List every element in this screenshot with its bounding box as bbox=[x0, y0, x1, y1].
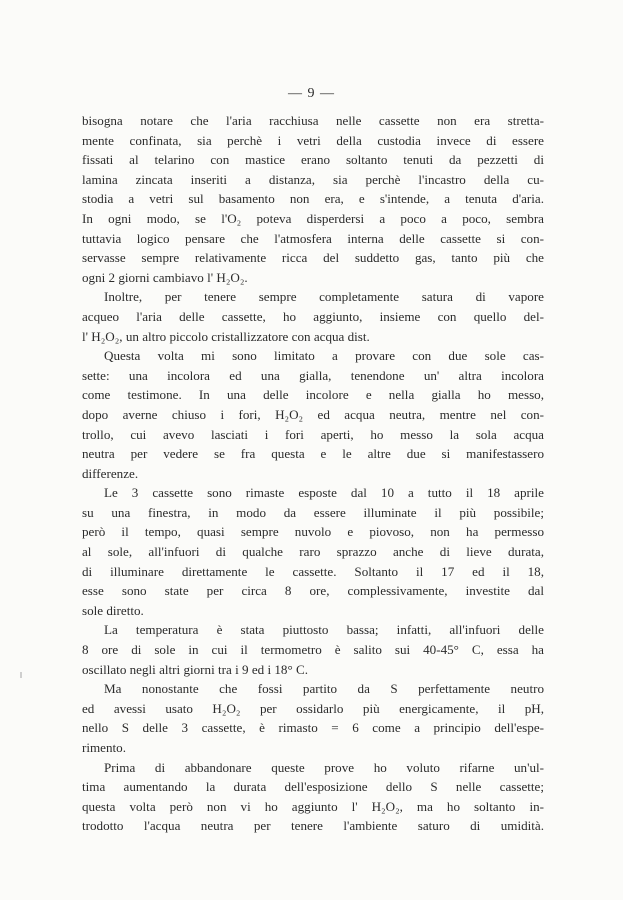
paragraph bbox=[82, 346, 544, 483]
text-line: di illuminare direttamente le cassette. Soltanto il 17 ed il 18, bbox=[82, 563, 544, 579]
text-line: fissati al telarino con mastice erano soltanto tenuti da pezzetti di bbox=[82, 152, 544, 168]
text-line: acqueo l'aria delle cassette, ho aggiunto, insieme con quello del- bbox=[82, 308, 544, 324]
text-line: servasse sempre relativamente ricca del suddetto gas, tanto più che bbox=[82, 250, 544, 266]
text-line: Questa volta mi sono limitato a provare con due sole cas- bbox=[104, 348, 544, 364]
paragraph bbox=[82, 679, 544, 757]
paragraph bbox=[82, 483, 544, 620]
text-line: su una finestra, in modo da essere illuminate il più possibile; bbox=[82, 504, 544, 520]
text-line: lamina zincata inseriti a distanza, sia perchè l'incastro della cu- bbox=[82, 171, 544, 187]
text-line: l' H₂O₂, un altro piccolo cristallizzatore con acqua dist. bbox=[82, 328, 370, 344]
text-line: tuttavia logico pensare che l'atmosfera interna delle cassette si con- bbox=[82, 230, 544, 246]
text-line: neutra per vedere se fra questa e le altre due si manifestassero bbox=[82, 446, 544, 462]
text-line: sette: una incolora ed una gialla, tenendone un' altra incolora bbox=[82, 367, 544, 383]
text-line: però il tempo, quasi sempre nuvolo e piovoso, non ha permesso bbox=[82, 524, 544, 540]
text-line: ogni 2 giorni cambiavo l' H₂O₂. bbox=[82, 269, 248, 285]
text-line: oscillato negli altri giorni tra i 9 ed i 18° C. bbox=[82, 661, 308, 677]
body-text bbox=[82, 111, 544, 836]
text-line: Inoltre, per tenere sempre completamente satura di vapore bbox=[104, 289, 544, 305]
text-line: Le 3 cassette sono rimaste esposte dal 10 a tutto il 18 aprile bbox=[104, 485, 544, 501]
text-line: trollo, cui avevo lasciati i fori aperti, ho messo la sola acqua bbox=[82, 426, 544, 442]
text-line: La temperatura è stata piuttosto bassa; infatti, all'infuori delle bbox=[104, 622, 544, 638]
text-line: sole diretto. bbox=[82, 602, 144, 618]
text-line: stodia a vetri sul basamento non era, e s'intende, a tenuta d'aria. bbox=[82, 191, 544, 207]
text-line: Prima di abbandonare queste prove ho voluto rifarne un'ul- bbox=[104, 759, 544, 775]
text-line: differenze. bbox=[82, 465, 139, 481]
text-line: esse sono state per circa 8 ore, complessivamente, investite dal bbox=[82, 583, 544, 599]
paragraph bbox=[82, 758, 544, 836]
text-line: questa volta però non vi ho aggiunto l' H₂O₂, ma ho soltanto in- bbox=[82, 798, 544, 814]
text-line: tima aumentando la durata dell'esposizione dello S nelle cassette; bbox=[82, 779, 544, 795]
text-line: Ma nonostante che fossi partito da S perfettamente neutro bbox=[104, 681, 544, 697]
paragraph bbox=[82, 111, 544, 287]
text-line: come testimone. In una delle incolore e nella gialla ho messo, bbox=[82, 387, 544, 403]
text-line: nello S delle 3 cassette, è rimasto = 6 come a principio dell'espe- bbox=[82, 720, 544, 736]
text-line: rimento. bbox=[82, 740, 126, 755]
text-line: trodotto l'acqua neutra per tenere l'ambiente saturo di umidità. bbox=[82, 818, 544, 834]
text-line: 8 ore di sole in cui il termometro è salito sui 40-45° C, essa ha bbox=[82, 642, 544, 658]
text-line: ed avessi usato H₂O₂ per ossidarlo più energicamente, il pH, bbox=[82, 700, 544, 716]
paragraph bbox=[82, 287, 544, 346]
text-line: al sole, all'infuori di qualche raro sprazzo anche di lieve durata, bbox=[82, 544, 544, 560]
text-line: bisogna notare che l'aria racchiusa nelle cassette non era stretta- bbox=[82, 113, 544, 128]
text-line: mente confinata, sia perchè i vetri della custodia invece di essere bbox=[82, 132, 544, 148]
paragraph bbox=[82, 620, 544, 679]
text-line: dopo averne chiuso i fori, H₂O₂ ed acqua neutra, mentre nel con- bbox=[82, 406, 544, 422]
page-number: — 9 — bbox=[288, 86, 335, 101]
text-line: In ogni modo, se l'O₂ poteva disperdersi a poco a poco, sembra bbox=[82, 210, 544, 226]
margin-mark bbox=[20, 672, 22, 678]
